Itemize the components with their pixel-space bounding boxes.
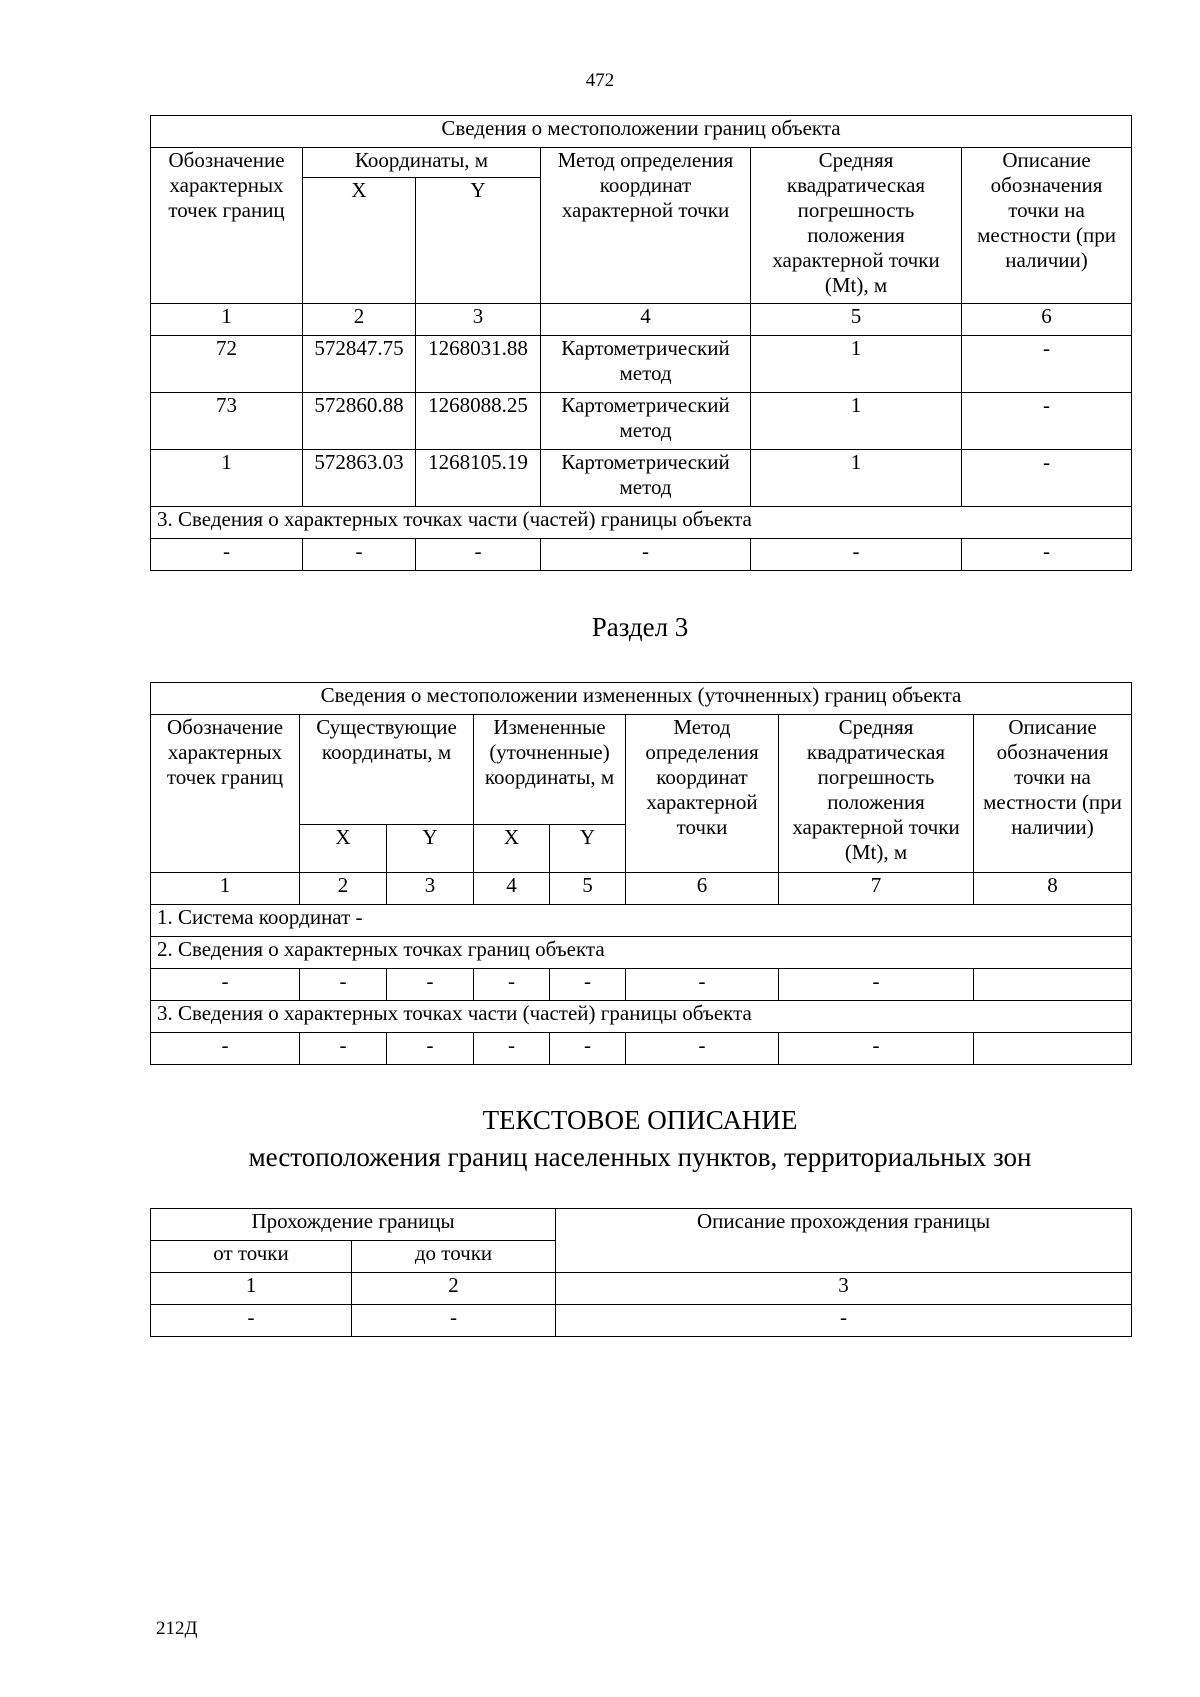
column-number: 2 [352, 1273, 556, 1305]
table-row [151, 1305, 1132, 1337]
dash-cell: - [474, 1033, 550, 1065]
text-description-title: ТЕКСТОВОЕ ОПИСАНИЕ [482, 1105, 798, 1135]
column-header-y: Y [387, 825, 474, 873]
column-header-passage: Прохождение границы [151, 1209, 556, 1241]
dash-cell: - [556, 1305, 1132, 1337]
error-cell: 1 [751, 393, 962, 450]
error-cell: 1 [751, 450, 962, 507]
x-cell: 572860.88 [303, 393, 416, 450]
y-cell: 1268088.25 [416, 393, 541, 450]
column-number: 2 [303, 304, 416, 336]
column-number: 3 [387, 873, 474, 905]
error-cell: 1 [751, 336, 962, 393]
dash-cell: - [550, 969, 626, 1001]
footer-code: 212Д [156, 1618, 198, 1639]
column-header-y: Y [550, 825, 626, 873]
points-section-heading: 2. Сведения о характерных точках границ объекта [151, 937, 1132, 969]
boundary-passage-table [150, 1208, 1132, 1337]
table-title: Сведения о местоположении измененных (уточненных) границ объекта [151, 683, 1132, 715]
column-number: 3 [556, 1273, 1132, 1305]
column-header-method: Метод определения координат характерной точки [541, 148, 751, 304]
page-number: 472 [585, 70, 615, 91]
column-number: 6 [962, 304, 1132, 336]
column-header-description: Описание обозначения точки на местности (при наличии) [974, 715, 1132, 873]
table-row [151, 336, 1132, 393]
column-header-designation: Обозначение характерных точек границ [151, 148, 303, 304]
dash-cell: - [416, 539, 541, 571]
column-header-error: Средняя квадратическая погрешность положения характерной точки (Mt), м [779, 715, 974, 873]
column-header-x: X [300, 825, 387, 873]
column-header-changed-coordinates: Измененные (уточненные) координаты, м [474, 715, 626, 825]
changed-boundary-table [150, 682, 1132, 1065]
column-number: 8 [974, 873, 1132, 905]
dash-cell: - [626, 969, 779, 1001]
column-number: 6 [626, 873, 779, 905]
column-number: 1 [151, 1273, 352, 1305]
part-section-heading: 3. Сведения о характерных точках части (частей) границы объекта [151, 507, 1132, 539]
dash-cell: - [550, 1033, 626, 1065]
dash-cell: - [303, 539, 416, 571]
dash-cell: - [151, 539, 303, 571]
dash-cell: - [779, 1033, 974, 1065]
dash-cell: - [300, 969, 387, 1001]
column-header-designation: Обозначение характерных точек границ [151, 715, 300, 873]
y-cell: 1268105.19 [416, 450, 541, 507]
column-number: 5 [751, 304, 962, 336]
column-number: 2 [300, 873, 387, 905]
dash-cell: - [474, 969, 550, 1001]
dash-cell: - [352, 1305, 556, 1337]
empty-cell [974, 1033, 1132, 1065]
description-cell: - [962, 336, 1132, 393]
column-number: 1 [151, 304, 303, 336]
column-number-row [151, 873, 1132, 905]
dash-cell: - [779, 969, 974, 1001]
description-cell: - [962, 450, 1132, 507]
column-number: 1 [151, 873, 300, 905]
column-header-method: Метод определения координат характерной точки [626, 715, 779, 873]
table-row [151, 450, 1132, 507]
point-cell: 72 [151, 336, 303, 393]
column-header-existing-coordinates: Существующие координаты, м [300, 715, 474, 825]
column-header-error: Средняя квадратическая погрешность положения характерной точки (Mt), м [751, 148, 962, 304]
table-row [151, 969, 1132, 1001]
x-cell: 572847.75 [303, 336, 416, 393]
part-section-heading: 3. Сведения о характерных точках части (частей) границы объекта [151, 1001, 1132, 1033]
dash-cell: - [387, 969, 474, 1001]
dash-cell: - [151, 1033, 300, 1065]
section-title: Раздел 3 [591, 612, 689, 642]
column-header-from-point: от точки [151, 1241, 352, 1273]
column-header-x: X [474, 825, 550, 873]
column-number-row [151, 1273, 1132, 1305]
column-number: 4 [474, 873, 550, 905]
coordinate-system-row: 1. Система координат - [151, 905, 1132, 937]
dash-cell: - [387, 1033, 474, 1065]
y-cell: 1268031.88 [416, 336, 541, 393]
column-number: 7 [779, 873, 974, 905]
column-header-to-point: до точки [352, 1241, 556, 1273]
column-header-y: Y [416, 178, 541, 304]
column-number: 4 [541, 304, 751, 336]
column-header-x: X [303, 178, 416, 304]
dash-cell: - [300, 1033, 387, 1065]
dash-cell: - [541, 539, 751, 571]
column-header-description: Описание обозначения точки на местности (при наличии) [962, 148, 1132, 304]
dash-cell: - [151, 1305, 352, 1337]
table-row [151, 539, 1132, 571]
column-number-row [151, 304, 1132, 336]
dash-cell: - [751, 539, 962, 571]
dash-cell: - [962, 539, 1132, 571]
column-number: 5 [550, 873, 626, 905]
column-number: 3 [416, 304, 541, 336]
table-row [151, 393, 1132, 450]
dash-cell: - [151, 969, 300, 1001]
method-cell: Картометрический метод [541, 393, 751, 450]
table-row [151, 1033, 1132, 1065]
text-description-subtitle: местоположения границ населенных пунктов, территориальных зон [248, 1142, 1032, 1172]
boundary-location-table [150, 115, 1132, 571]
column-header-passage-description: Описание прохождения границы [556, 1209, 1132, 1273]
column-header-coordinates: Координаты, м [303, 148, 541, 178]
empty-cell [974, 969, 1132, 1001]
description-cell: - [962, 393, 1132, 450]
method-cell: Картометрический метод [541, 450, 751, 507]
table-title: Сведения о местоположении границ объекта [151, 116, 1132, 148]
point-cell: 1 [151, 450, 303, 507]
x-cell: 572863.03 [303, 450, 416, 507]
point-cell: 73 [151, 393, 303, 450]
dash-cell: - [626, 1033, 779, 1065]
method-cell: Картометрический метод [541, 336, 751, 393]
